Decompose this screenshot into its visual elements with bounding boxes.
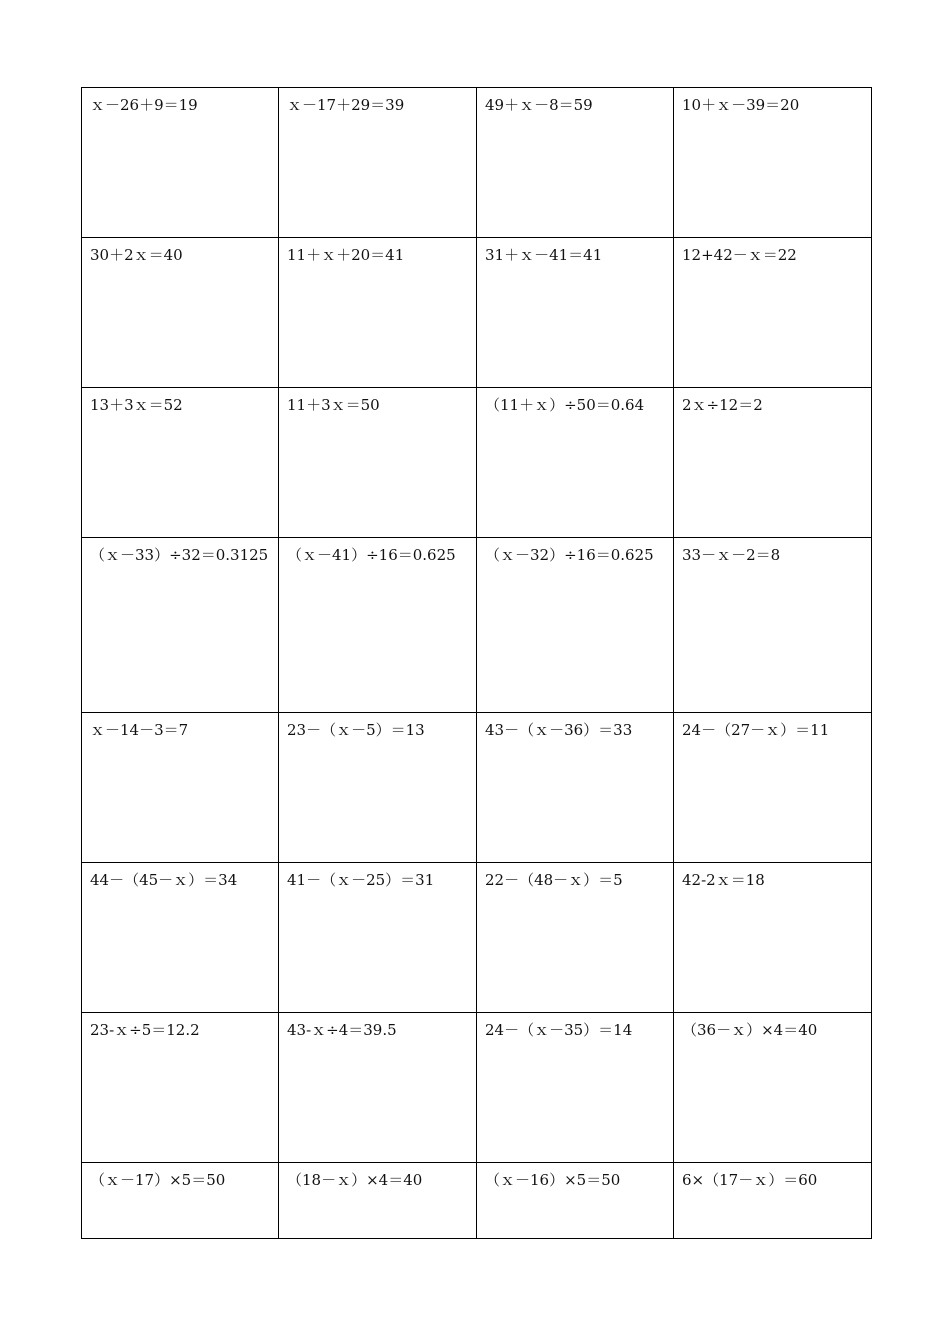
equation-cell: 41－（ｘ－25）＝31 [279,863,477,1013]
equation-cell: ｘ－17＋29＝39 [279,88,477,238]
table-row [82,88,872,238]
equation-cell: 11＋ｘ＋20＝41 [279,238,477,388]
equation-cell: （36－ｘ）×4＝40 [674,1013,872,1163]
equation-cell: 13＋3ｘ＝52 [82,388,279,538]
equation-cell: 44－（45－ｘ）＝34 [82,863,279,1013]
equation-cell: 42-2ｘ＝18 [674,863,872,1013]
table-row [82,238,872,388]
equation-cell: 43-ｘ÷4＝39.5 [279,1013,477,1163]
equation-cell: （ｘ－32）÷16＝0.625 [477,538,674,713]
equation-worksheet-table [81,87,872,1239]
table-row [82,1163,872,1239]
equation-cell: 22－（48－ｘ）＝5 [477,863,674,1013]
equation-cell: 30＋2ｘ＝40 [82,238,279,388]
table-row [82,713,872,863]
table-row [82,388,872,538]
equation-cell: 12+42－ｘ＝22 [674,238,872,388]
equation-cell: 6×（17－ｘ）＝60 [674,1163,872,1239]
equation-cell: 10＋ｘ－39＝20 [674,88,872,238]
equation-cell: 49＋ｘ－8＝59 [477,88,674,238]
equation-cell: ｘ－14－3＝7 [82,713,279,863]
equation-cell: ｘ－26＋9＝19 [82,88,279,238]
table-row [82,863,872,1013]
equation-cell: 23-ｘ÷5＝12.2 [82,1013,279,1163]
equation-cell: 2ｘ÷12＝2 [674,388,872,538]
equation-cell: （ｘ－16）×5＝50 [477,1163,674,1239]
table-row [82,538,872,713]
equation-cell: 23－（ｘ－5）＝13 [279,713,477,863]
equation-cell: 24－（ｘ－35）＝14 [477,1013,674,1163]
equation-cell: （18－ｘ）×4＝40 [279,1163,477,1239]
equation-cell: （ｘ－41）÷16＝0.625 [279,538,477,713]
equation-cell: 24－（27－ｘ）＝11 [674,713,872,863]
equation-cell: 33－ｘ－2＝8 [674,538,872,713]
equation-cell: （ｘ－17）×5＝50 [82,1163,279,1239]
equation-cell: （ｘ－33）÷32＝0.3125 [82,538,279,713]
table-row [82,1013,872,1163]
equation-cell: （11＋ｘ）÷50＝0.64 [477,388,674,538]
equation-cell: 43－（ｘ－36）＝33 [477,713,674,863]
equation-cell: 31＋ｘ－41＝41 [477,238,674,388]
equation-cell: 11＋3ｘ＝50 [279,388,477,538]
